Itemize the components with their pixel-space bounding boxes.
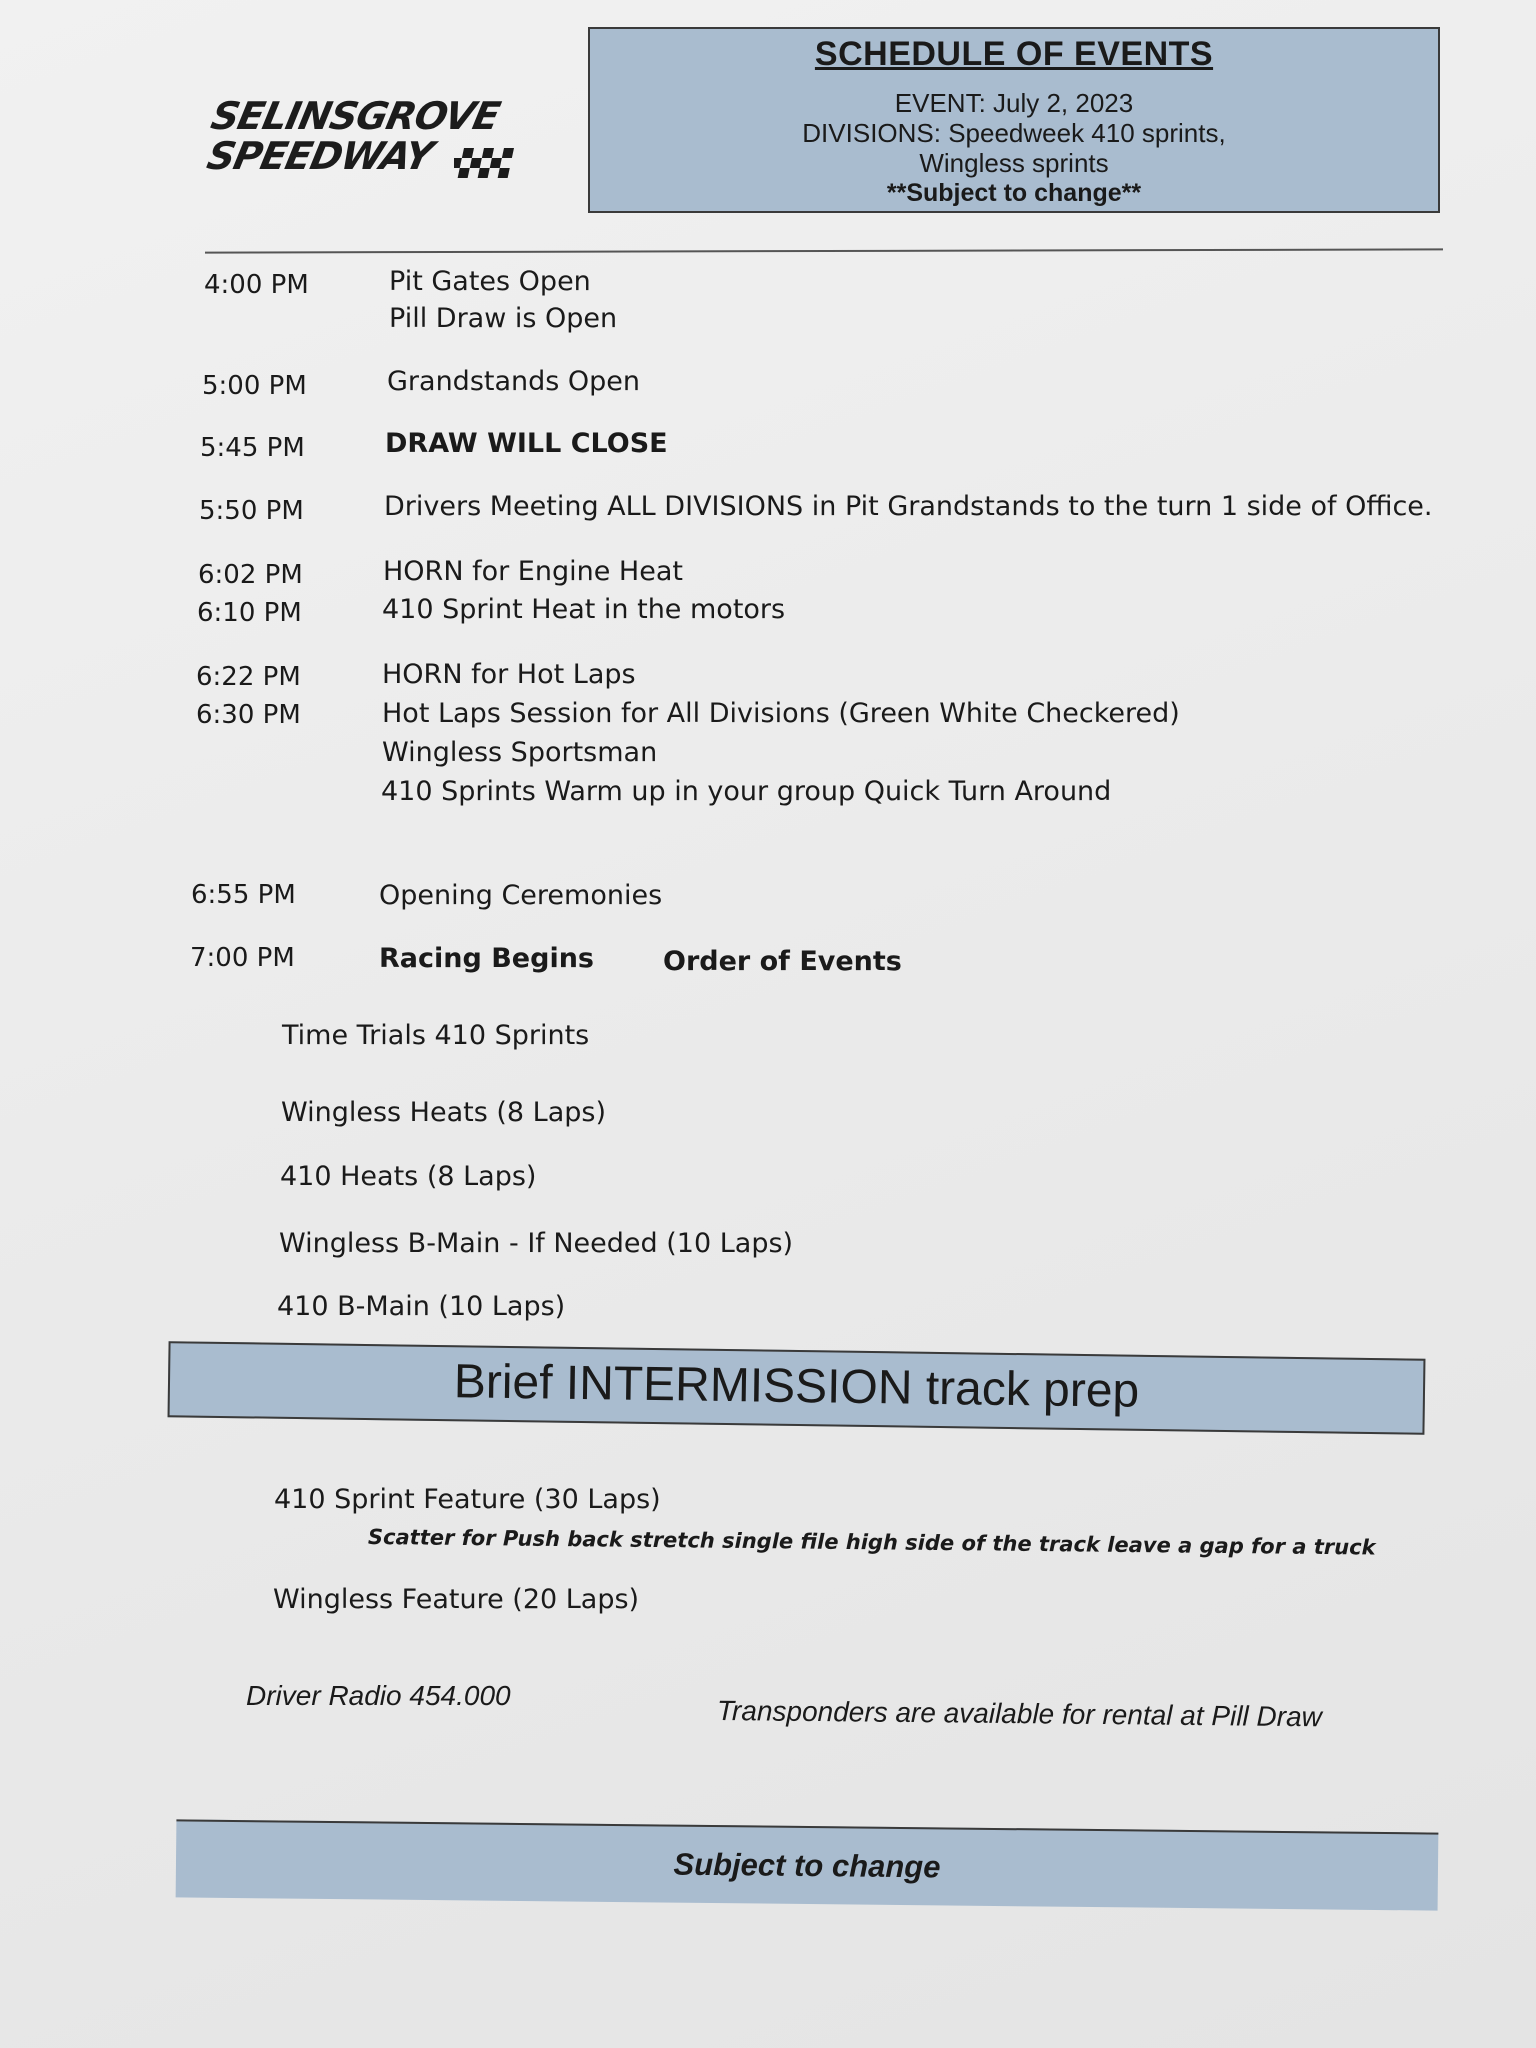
- intermission-text: Brief INTERMISSION track prep: [453, 1355, 1140, 1418]
- order-of-events-heading: Order of Events: [663, 946, 902, 977]
- event-item: 410 B-Main (10 Laps): [277, 1291, 566, 1322]
- event-item: Wingless B-Main - If Needed (10 Laps): [279, 1228, 794, 1259]
- schedule-item: Drivers Meeting ALL DIVISIONS in Pit Grandstands to the turn 1 side of Office.: [384, 491, 1433, 522]
- schedule-time: 6:10 PM: [197, 598, 302, 628]
- transponders-note: Transponders are available for rental at Pill Draw: [716, 1695, 1323, 1733]
- logo-line-1: SELINSGROVE: [207, 94, 504, 138]
- schedule-item: Wingless Sportsman: [382, 737, 658, 768]
- driver-radio: Driver Radio 454.000: [246, 1680, 511, 1711]
- schedule-item-draw-close: DRAW WILL CLOSE: [385, 428, 668, 459]
- feature-note: Scatter for Push back stretch single file high side of the track leave a gap for a truck: [367, 1525, 1376, 1560]
- schedule-time: 6:02 PM: [198, 560, 303, 590]
- header-divider: [205, 248, 1443, 253]
- intermission-band: [168, 1341, 1426, 1435]
- schedule-item: Pill Draw is Open: [389, 303, 618, 334]
- event-item: Wingless Heats (8 Laps): [281, 1097, 607, 1128]
- divisions-line-2: Wingless sprints: [919, 148, 1109, 178]
- schedule-item: Opening Ceremonies: [379, 880, 663, 911]
- schedule-time: 5:45 PM: [200, 433, 305, 463]
- feature-item: Wingless Feature (20 Laps): [273, 1584, 640, 1615]
- logo-line-2: SPEEDWAY: [203, 134, 437, 178]
- event-item: 410 Heats (8 Laps): [280, 1161, 537, 1192]
- schedule-time: 5:50 PM: [199, 496, 304, 526]
- feature-item: 410 Sprint Feature (30 Laps): [274, 1484, 661, 1515]
- schedule-time: 6:55 PM: [191, 880, 296, 910]
- schedule-time: 6:30 PM: [196, 700, 301, 730]
- page-title: SCHEDULE OF EVENTS: [814, 35, 1214, 73]
- event-date: EVENT: July 2, 2023: [894, 88, 1134, 118]
- schedule-item: Hot Laps Session for All Divisions (Green White Checkered): [382, 698, 1180, 729]
- schedule-time: 5:00 PM: [202, 371, 307, 401]
- speedway-logo: [203, 94, 518, 182]
- event-item: Time Trials 410 Sprints: [282, 1020, 590, 1051]
- schedule-time: 7:00 PM: [190, 943, 295, 973]
- schedule-header-box: [588, 27, 1440, 213]
- checkered-flag-icon: [454, 148, 514, 178]
- schedule-time: 6:22 PM: [196, 662, 301, 692]
- footer-subject-to-change: Subject to change: [673, 1846, 941, 1885]
- schedule-item: Pit Gates Open: [389, 266, 591, 297]
- schedule-item: HORN for Engine Heat: [383, 556, 683, 587]
- footer-band: [176, 1819, 1439, 1910]
- schedule-item: Grandstands Open: [387, 366, 641, 397]
- schedule-item-racing-begins: Racing Begins: [379, 943, 594, 974]
- schedule-time: 4:00 PM: [204, 270, 309, 300]
- divisions-line-1: DIVISIONS: Speedweek 410 sprints,: [802, 118, 1226, 148]
- schedule-item: 410 Sprints Warm up in your group Quick Turn Around: [381, 776, 1112, 807]
- schedule-item: 410 Sprint Heat in the motors: [382, 594, 786, 625]
- schedule-item: HORN for Hot Laps: [382, 659, 636, 690]
- header-subject-to-change: **Subject to change**: [886, 179, 1142, 207]
